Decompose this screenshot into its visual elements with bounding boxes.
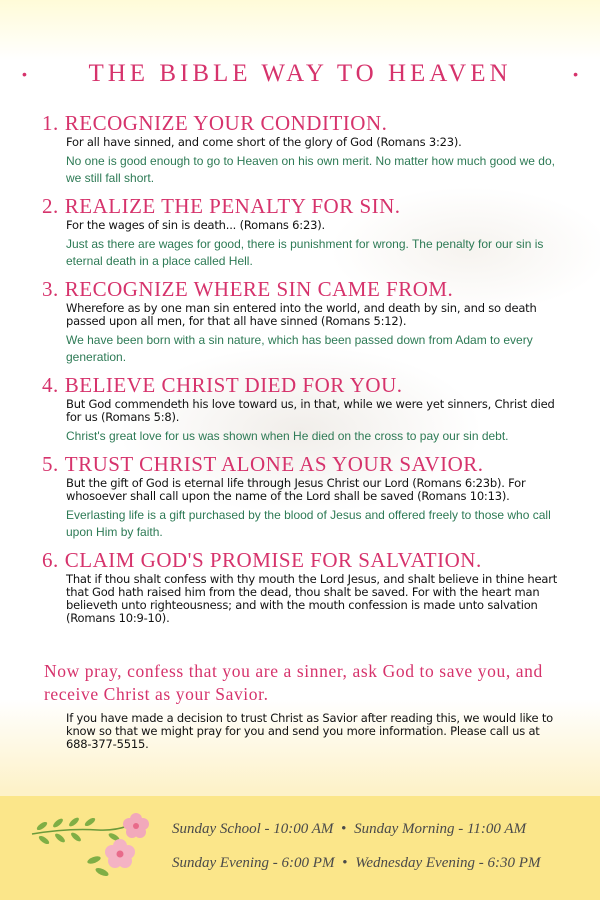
step-heading xyxy=(42,276,562,302)
step-5 xyxy=(42,451,562,541)
schedule-line-sunday-morning xyxy=(172,818,592,852)
step-6 xyxy=(42,547,562,625)
step-number: 3. xyxy=(42,277,59,301)
step-note: We have been born with a sin nature, which has been passed down from Adam to every generation. xyxy=(66,333,533,364)
schedule-separator: • xyxy=(342,855,348,871)
step-verse: That if thou shalt confess with thy mouth the Lord Jesus, and shalt believe in thine heart that God hath raised him from the dead, thou shalt be saved. For with the heart man believeth unto righteousness; and with the mouth confession is made unto salvation (Romans 10:9-10). xyxy=(66,572,558,625)
step-heading xyxy=(42,110,562,136)
step-number: 2. xyxy=(42,194,59,218)
step-number: 1. xyxy=(42,111,59,135)
step-verse: Wherefore as by one man sin entered into the world, and death by sin, and so death passed upon all men, for that all have sinned (Romans 5:12). xyxy=(66,301,537,328)
step-note: No one is good enough to go to Heaven on his own merit. No matter how much good we do, we still fall short. xyxy=(66,154,555,185)
service-schedule xyxy=(172,818,592,886)
step-heading-text: TRUST CHRIST ALONE AS YOUR SAVIOR. xyxy=(64,452,484,476)
step-3 xyxy=(42,276,562,366)
step-verse: For all have sinned, and come short of the glory of God (Romans 3:23). xyxy=(66,135,462,149)
step-heading-text: RECOGNIZE YOUR CONDITION. xyxy=(64,111,388,135)
step-verse: But the gift of God is eternal life through Jesus Christ our Lord (Romans 6:23b). For whosoever shall call upon the name of the Lord shall be saved (Romans 10:13). xyxy=(66,476,526,503)
prayer-call-to-action: Now pray, confess that you are a sinner, ask God to save you, and receive Christ as your Savior. xyxy=(44,661,543,704)
service-sunday-school: Sunday School - 10:00 AM xyxy=(172,821,334,837)
step-heading-text: CLAIM GOD'S PROMISE FOR SALVATION. xyxy=(64,548,482,572)
schedule-line-evening xyxy=(172,852,592,886)
step-heading-text: REALIZE THE PENALTY FOR SIN. xyxy=(64,194,401,218)
step-note: Just as there are wages for good, there is punishment for wrong. The penalty for our sin is eternal death in a place called Hell. xyxy=(66,237,544,268)
steps-list xyxy=(42,110,562,631)
service-times-footer xyxy=(0,796,600,900)
step-2 xyxy=(42,193,562,270)
step-note: Everlasting life is a gift purchased by the blood of Jesus and offered freely to those who call upon Him by faith. xyxy=(66,508,551,539)
step-heading xyxy=(42,451,562,477)
step-verse: For the wages of sin is death... (Romans 6:23). xyxy=(66,218,325,232)
title-row xyxy=(0,56,600,92)
step-heading xyxy=(42,193,562,219)
step-heading-text: RECOGNIZE WHERE SIN CAME FROM. xyxy=(64,277,454,301)
step-heading-text: BELIEVE CHRIST DIED FOR YOU. xyxy=(64,373,403,397)
schedule-separator: • xyxy=(341,821,347,837)
service-sunday-morning: Sunday Morning - 11:00 AM xyxy=(354,821,527,837)
service-sunday-evening: Sunday Evening - 6:00 PM xyxy=(172,855,335,871)
step-number: 5. xyxy=(42,452,59,476)
contact-info: If you have made a decision to trust Christ as Savior after reading this, we would like to know so that we might pray for you and send you more information. Please call us at 688-377-5515. xyxy=(66,711,553,751)
step-4 xyxy=(42,372,562,445)
step-verse: But God commendeth his love toward us, in that, while we were yet sinners, Christ died for us (Romans 5:8). xyxy=(66,397,555,424)
step-heading xyxy=(42,547,562,573)
service-wednesday-evening: Wednesday Evening - 6:30 PM xyxy=(355,855,541,871)
title-bullet-right: • xyxy=(573,66,578,82)
step-note: Christ's great love for us was shown when He died on the cross to pay our sin debt. xyxy=(66,429,509,443)
step-number: 6. xyxy=(42,548,59,572)
flower-branch-icon xyxy=(28,810,158,884)
step-heading xyxy=(42,372,562,398)
title-bullet-left: • xyxy=(22,66,27,82)
step-1 xyxy=(42,110,562,187)
step-number: 4. xyxy=(42,373,59,397)
page-title: THE BIBLE WAY TO HEAVEN xyxy=(88,60,512,87)
